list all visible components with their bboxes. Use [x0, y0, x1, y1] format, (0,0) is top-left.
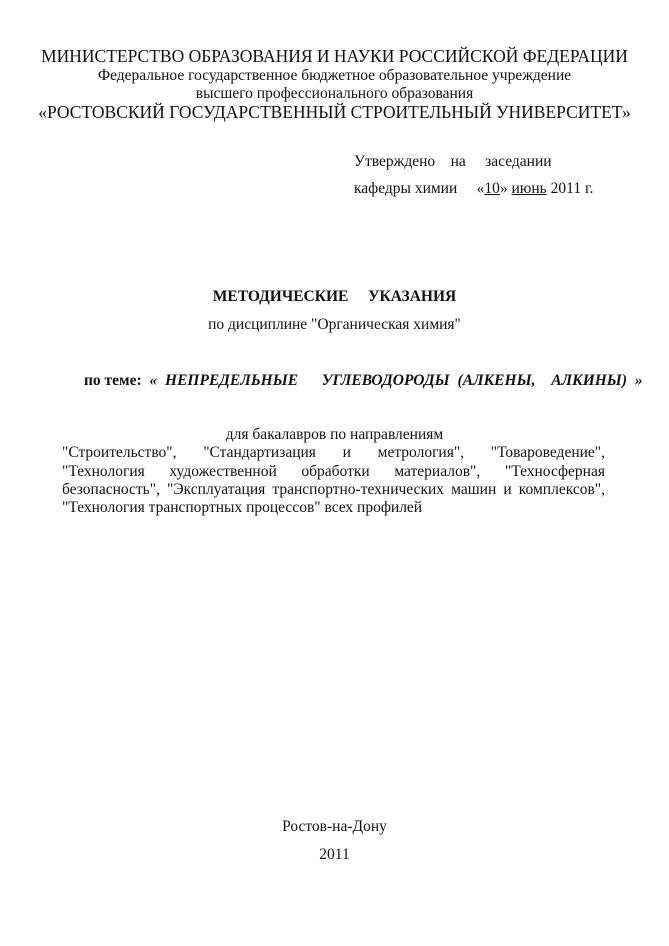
- audience-line-3: безопасность", "Эксплуатация транспортно-технических машин и комплексов",: [62, 481, 605, 498]
- theme-topic: « НЕПРЕДЕЛЬНЫЕ УГЛЕВОДОРОДЫ (АЛКЕНЫ, АЛКИНЫ) »: [149, 372, 643, 389]
- institution-type-line-1: Федеральное государственное бюджетное образовательное учреждение: [97, 67, 572, 84]
- approval-line-2: [354, 180, 593, 198]
- institution-type-line-2: высшего профессионального образования: [195, 85, 474, 102]
- audience-line-2: "Технология художественной обработки материалов", "Техносферная: [62, 463, 605, 480]
- university-name: «РОСТОВСКИЙ ГОСУДАРСТВЕННЫЙ СТРОИТЕЛЬНЫЙ УНИВЕРСИТЕТ»: [38, 102, 631, 122]
- discipline-line: по дисциплине "Органическая химия": [208, 316, 461, 333]
- approval-line-1: Утверждено на заседании: [354, 153, 552, 170]
- theme-label: по теме:: [84, 372, 150, 389]
- approval-prefix: кафедры химии «: [354, 180, 485, 197]
- city: Ростов-на-Дону: [282, 818, 387, 835]
- audience-line-1: "Строительство", "Стандартизация и метрология", "Товароведение",: [62, 444, 605, 461]
- approval-month: июнь: [511, 180, 547, 197]
- ministry-heading: МИНИСТЕРСТВО ОБРАЗОВАНИЯ И НАУКИ РОССИЙСКОЙ ФЕДЕРАЦИИ: [41, 46, 628, 66]
- document-title: МЕТОДИЧЕСКИЕ УКАЗАНИЯ: [212, 288, 457, 305]
- year: 2011: [319, 846, 350, 863]
- approval-day: 10: [484, 180, 500, 197]
- theme-line: [84, 372, 643, 390]
- audience-last-line: "Технология транспортных процессов" всех профилей: [62, 499, 423, 516]
- audience-intro: для бакалавров по направлениям: [225, 426, 444, 443]
- approval-mid: »: [499, 180, 512, 197]
- approval-year: 2011 г.: [546, 180, 594, 197]
